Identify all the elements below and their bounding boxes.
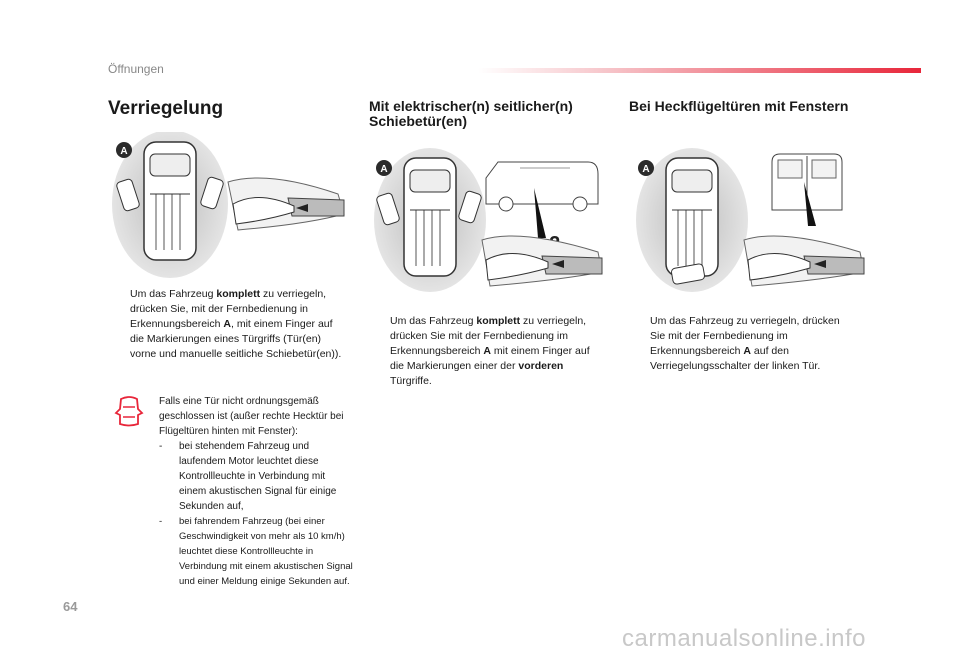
warning-item: - bei stehendem Fahrzeug und laufendem Motor leuchtet diese Kontrollleuchte in Verbindung mit einem akustischen Signal für einige Sekunden auf, xyxy=(159,441,337,512)
heading-verriegelung: Verriegelung xyxy=(108,98,224,119)
section-title: Öffnungen xyxy=(108,62,164,76)
instruction-lock-1: Um das Fahrzeug komplett zu verriegeln, drücken Sie, mit der Fernbedienung in Erkennungsbereich A, mit einem Finger auf die Markierungen eines Türgriffs (Tür(en) vorne und manuelle seitliche Schiebetür(en)). xyxy=(130,288,342,360)
van-top-view-icon xyxy=(666,158,718,276)
header-accent-bar xyxy=(478,68,921,73)
instruction-lock-2: Um das Fahrzeug komplett zu verriegeln, drücken Sie mit der Fernbedienung im Erkennungsbereich A mit einem Finger auf die Markierungen einer der vorderen Türgriffe. xyxy=(390,315,590,387)
van-top-view-icon xyxy=(404,158,456,276)
watermark: carmanualsonline.info xyxy=(622,625,866,652)
door-open-warning-icon xyxy=(112,395,146,429)
lock-figure-1 xyxy=(108,132,358,282)
warning-intro: Falls eine Tür nicht ordnungsgemäß geschlossen ist (außer rechte Hecktür bei Flügeltüren hinten mit Fenster): xyxy=(159,396,344,437)
hand-on-handle-icon xyxy=(228,178,344,230)
hand-on-handle-icon xyxy=(482,236,602,286)
hand-on-handle-icon xyxy=(744,236,864,286)
zone-a-label: A xyxy=(380,164,388,175)
lock-figure-2 xyxy=(370,148,610,298)
van-top-view-icon xyxy=(144,142,196,260)
zone-a-label: A xyxy=(642,164,650,175)
door-warning-note xyxy=(159,394,354,589)
lock-figure-3 xyxy=(632,148,872,298)
warning-item: - bei fahrendem Fahrzeug (bei einer Geschwindigkeit von mehr als 10 km/h) leuchtet diese Kontrollleuchte in Verbindung mit einem akustischen Signal und einer Meldung einige Sekunden auf. xyxy=(159,516,353,587)
zone-a-label: A xyxy=(120,146,128,157)
heading-rear-wing-doors: Bei Heckflügeltüren mit Fenstern xyxy=(629,98,849,114)
instruction-lock-3: Um das Fahrzeug zu verriegeln, drücken Sie mit der Fernbedienung im Erkennungsbereich A auf den Verriegelungsschalter der linken Tür. xyxy=(650,315,840,372)
van-side-view-icon xyxy=(486,162,598,211)
page-number: 64 xyxy=(63,599,78,614)
heading-electric-sliding-doors: Mit elektrischer(n) seitlicher(n) Schiebetür(en) xyxy=(369,98,573,129)
